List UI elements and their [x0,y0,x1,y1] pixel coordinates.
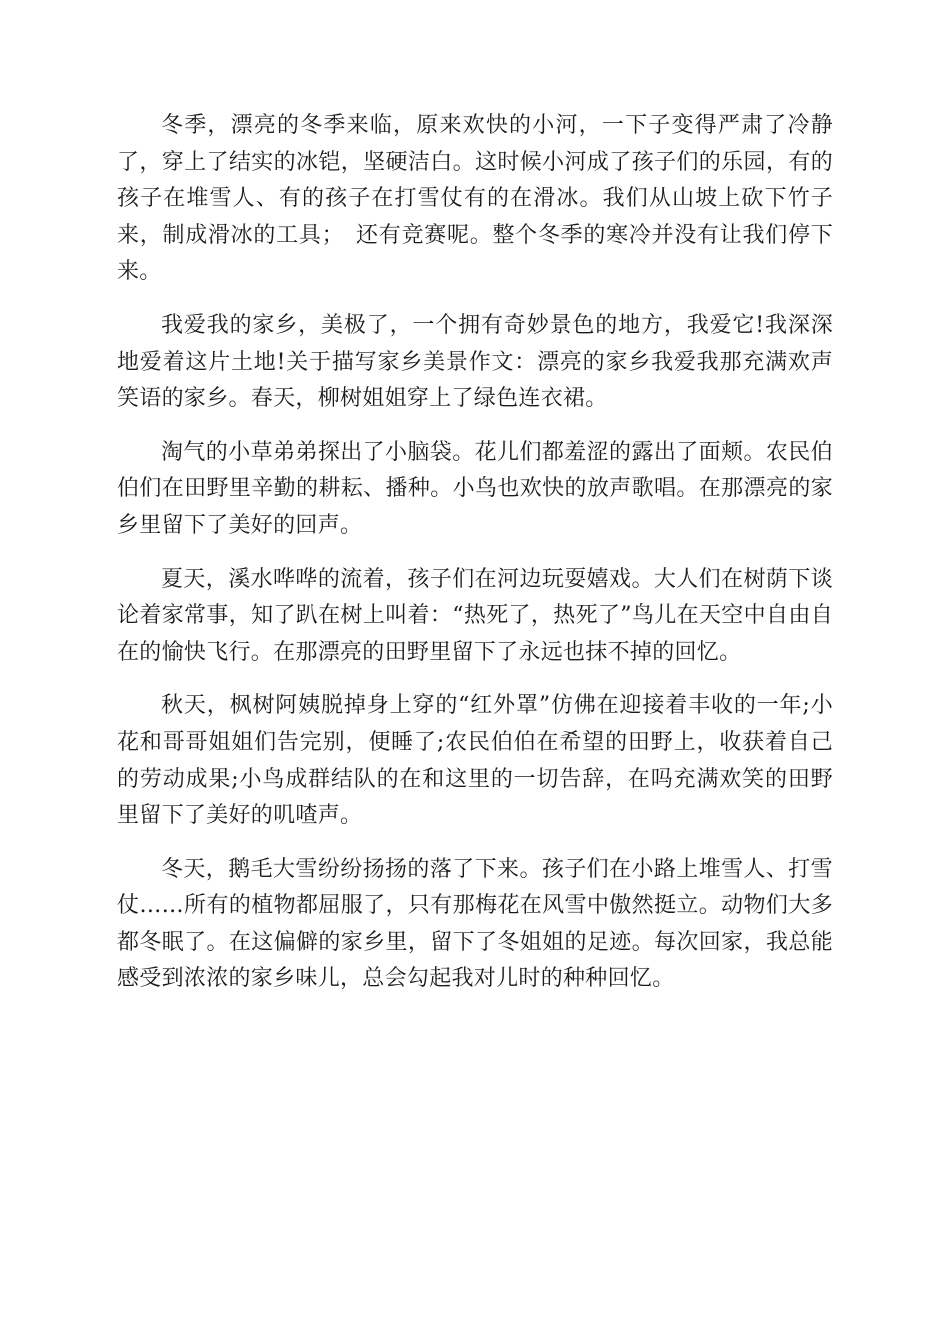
document-body [117,108,833,1015]
paragraph-love-hometown: 我爱我的家乡，美极了，一个拥有奇妙景色的地方，我爱它!我深深地爱着这片土地!关于描写家乡美景作文：漂亮的家乡我爱我那充满欢声笑语的家乡。春天，柳树姐姐穿上了绿色连衣裙。 [117,312,833,412]
paragraph-spring: 淘气的小草弟弟探出了小脑袋。花儿们都羞涩的露出了面颊。农民伯伯们在田野里辛勤的耕耘、播种。小鸟也欢快的放声歌唱。在那漂亮的家乡里留下了美好的回声。 [117,439,833,538]
paragraph-winter-river: 冬季，漂亮的冬季来临，原来欢快的小河，一下子变得严肃了冷静了，穿上了结实的冰铠，坚硬洁白。这时候小河成了孩子们的乐园，有的孩子在堆雪人、有的孩子在打雪仗有的在滑冰。我们从山坡上砍下竹子来，制成滑冰的工具； 还有竞赛呢。整个冬季的寒冷并没有让我们停下来。 [117,113,833,285]
paragraph-summer: 夏天，溪水哗哗的流着，孩子们在河边玩耍嬉戏。大人们在树荫下谈论着家常事，知了趴在树上叫着：“热死了，热死了”鸟儿在天空中自由自在的愉快飞行。在那漂亮的田野里留下了永远也抹不掉的回忆。 [117,566,833,665]
paragraph-autumn: 秋天，枫树阿姨脱掉身上穿的“红外罩”仿佛在迎接着丰收的一年;小花和哥哥姐姐们告完别，便睡了;农民伯伯在希望的田野上，收获着自己的劳动成果;小鸟成群结队的在和这里的一切告辞，在吗充满欢笑的田野里留下了美好的叽喳声。 [117,693,833,829]
paragraph-winter: 冬天，鹅毛大雪纷纷扬扬的落了下来。孩子们在小路上堆雪人、打雪仗……所有的植物都屈服了，只有那梅花在风雪中傲然挺立。动物们大多都冬眠了。在这偏僻的家乡里，留下了冬姐姐的足迹。每次回家，我总能感受到浓浓的家乡味儿，总会勾起我对儿时的种种回忆。 [117,856,833,992]
